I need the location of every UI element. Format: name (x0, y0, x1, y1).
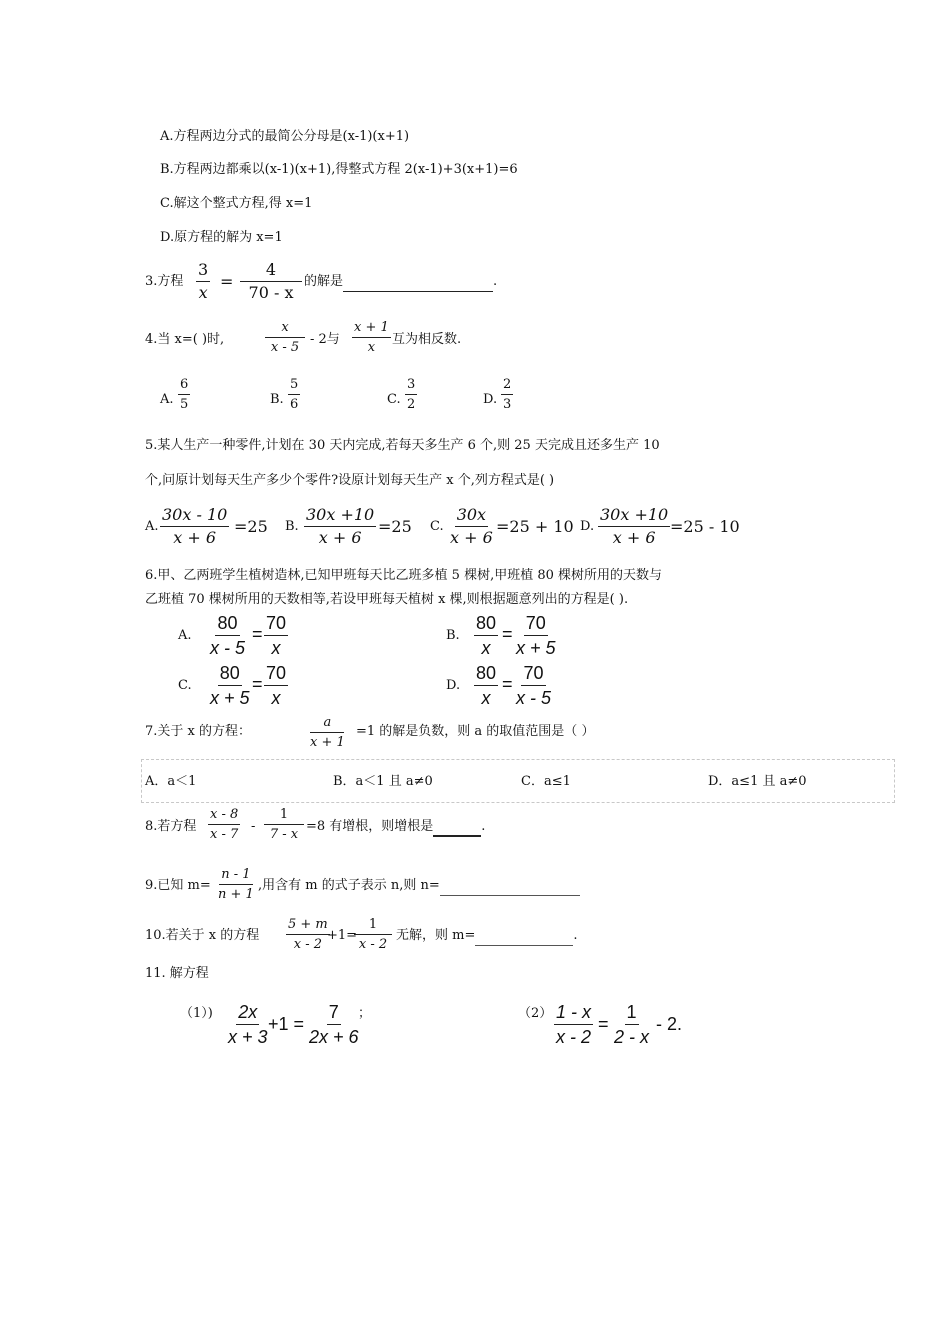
q5-option-d-fraction: $\frac{30x +10}{x + 6}$ (600, 505, 669, 547)
q6-option-c-fraction-2: $\frac{70}{x}$ (266, 663, 287, 708)
q6-option-a-equals: = (252, 624, 263, 644)
q10-fraction-1: $\frac{5 + m}{x - 2}$ (288, 917, 328, 952)
q5-option-b-label: B. (285, 519, 299, 534)
q4-suffix: 互为相反数. (392, 332, 462, 347)
q11-part-1-mid: +1 = (268, 1014, 305, 1034)
q4-option-a-fraction: $\frac{6}{5}$ (180, 377, 189, 412)
q11-part-2-fraction-2: $\frac{1}{2 - x}$ (614, 1002, 650, 1047)
q11-part-2-label: （2） (518, 1006, 553, 1021)
q3-answer-blank[interactable] (343, 275, 493, 292)
q5-option-b-fraction: $\frac{30x +10}{x + 6}$ (306, 505, 375, 547)
q10-fraction-2: $\frac{1}{x - 2}$ (354, 918, 392, 951)
q10-answer-blank[interactable] (475, 929, 573, 946)
q11-part-1-fraction-1: $\frac{2x}{x + 3}$ (228, 1002, 268, 1047)
q6-option-a-fraction-2: $\frac{70}{x}$ (266, 613, 287, 658)
q9-fraction: $\frac{n - 1}{n + 1}$ (218, 867, 254, 902)
q4-option-c-fraction: $\frac{3}{2}$ (407, 377, 416, 412)
q9-prefix: 9.已知 m= (145, 878, 211, 893)
q2-option-b: B.方程两边都乘以(x-1)(x+1),得整式方程 2(x-1)+3(x+1)=6 (160, 162, 518, 177)
q6-option-b-fraction-2: $\frac{70}{x + 5}$ (516, 613, 556, 658)
q6-option-c-label: C. (178, 678, 192, 693)
q4-option-c-label: C. (387, 392, 401, 407)
q9-suffix: ,用含有 m 的式子表示 n,则 n= (258, 876, 580, 896)
q3-fraction-left: $\frac{3}{x}$ (198, 260, 209, 302)
q6-option-c-equals: = (252, 674, 263, 694)
q5-option-c-fraction: $\frac{30x}{x + 6}$ (450, 505, 493, 547)
q4-option-b-label: B. (270, 392, 284, 407)
q5-option-d-rhs: =25 - 10 (670, 517, 740, 536)
q3-fraction-right: $\frac{4}{70 - x}$ (240, 262, 302, 301)
q6-option-c-fraction-1: $\frac{80}{x + 5}$ (210, 663, 250, 708)
q8-minus: - (251, 819, 256, 834)
q6-line-2: 乙班植 70 棵树所用的天数相等,若设甲班每天植树 x 棵,则根据题意列出的方程是( ). (145, 592, 629, 607)
q4-option-d-label: D. (483, 392, 498, 407)
q5-option-c-rhs: =25 + 10 (496, 517, 574, 536)
q5-option-c-label: C. (430, 519, 444, 534)
q5-option-a-fraction: $\frac{30x - 10}{x + 6}$ (162, 505, 228, 547)
q6-option-d-fraction-2: $\frac{70}{x - 5}$ (516, 663, 552, 708)
q5-option-d-label: D. (580, 519, 595, 534)
q9-answer-blank[interactable] (440, 879, 580, 896)
q5-line-1: 5.某人生产一种零件,计划在 30 天内完成,若每天多生产 6 个,则 25 天完成且还多生产 10 (145, 438, 660, 453)
q8-fraction-2: $\frac{1}{7 - x}$ (264, 808, 304, 841)
q7-option-d: D．a≤1 且 a≠0 (708, 774, 807, 789)
q11-part-2-mid: = (598, 1014, 609, 1034)
q3-equals: = (220, 272, 234, 291)
q4-option-a-label: A. (160, 392, 174, 407)
q11-part-1-label: （1）) (180, 1006, 213, 1021)
q6-option-b-label: B. (446, 628, 460, 643)
q7-prefix: 7.关于 x 的方程： (145, 724, 251, 739)
q4-option-d-fraction: $\frac{2}{3}$ (503, 377, 512, 412)
q7-option-c: C．a≤1 (521, 774, 571, 789)
q10-mid: +1= (327, 928, 358, 943)
q7-fraction: $\frac{a}{x + 1}$ (310, 715, 345, 750)
q7-option-a: A．a＜1 (145, 774, 197, 789)
q7-option-b: B．a＜1 且 a≠0 (333, 774, 433, 789)
q4-option-b-fraction: $\frac{5}{6}$ (290, 377, 299, 412)
q8-suffix: =8 有增根，则增根是 . (306, 817, 485, 837)
q6-line-1: 6.甲、乙两班学生植树造林,已知甲班每天比乙班多植 5 棵树,甲班植 80 棵树所用的天数与 (145, 568, 663, 583)
q8-answer-blank[interactable] (433, 819, 481, 837)
q2-option-d: D.原方程的解为 x=1 (160, 230, 283, 245)
q8-fraction-1: $\frac{x - 8}{x - 7}$ (210, 807, 239, 842)
q6-option-d-fraction-1: $\frac{80}{x}$ (476, 663, 497, 708)
q2-option-c: C.解这个整式方程,得 x=1 (160, 196, 313, 211)
q6-option-d-label: D. (446, 678, 461, 693)
q4-mid: - 2与 (310, 332, 340, 347)
q5-option-a-label: A. (145, 519, 159, 534)
q2-option-a: A.方程两边分式的最简公分母是(x-1)(x+1) (160, 129, 410, 144)
q6-option-d-equals: = (502, 674, 513, 694)
q11-part-2-fraction-1: $\frac{1 - x}{x - 2}$ (556, 1002, 592, 1047)
q4-prefix: 4.当 x=( )时, (145, 332, 225, 347)
q6-option-b-equals: = (502, 624, 513, 644)
q3-prefix: 3.方程 (145, 274, 184, 289)
q11-part-1-fraction-2: $\frac{7}{2x + 6}$ (309, 1002, 359, 1047)
q5-option-a-rhs: =25 (234, 517, 268, 536)
q6-option-a-fraction-1: $\frac{80}{x - 5}$ (210, 613, 246, 658)
q6-option-b-fraction-1: $\frac{80}{x}$ (476, 613, 497, 658)
q4-fraction-2: $\frac{x + 1}{x}$ (354, 320, 389, 355)
q5-line-2: 个,问原计划每天生产多少个零件?设原计划每天生产 x 个,列方程式是( ) (145, 473, 555, 488)
q11-part-1-end: ； (358, 1006, 372, 1021)
q11-part-2-end: - 2. (656, 1014, 683, 1034)
q4-fraction-1: $\frac{x}{x - 5}$ (265, 321, 305, 354)
q7-suffix: =1 的解是负数，则 a 的取值范围是（ ） (356, 724, 595, 739)
q6-option-a-label: A. (178, 628, 192, 643)
q10-prefix: 10.若关于 x 的方程 (145, 928, 260, 943)
q3-suffix: 的解是 . (304, 272, 497, 292)
q5-option-b-rhs: =25 (378, 517, 412, 536)
q11-title: 11. 解方程 (145, 966, 209, 981)
q10-suffix: 无解，则 m= . (396, 926, 578, 946)
q8-prefix: 8.若方程 (145, 819, 197, 834)
